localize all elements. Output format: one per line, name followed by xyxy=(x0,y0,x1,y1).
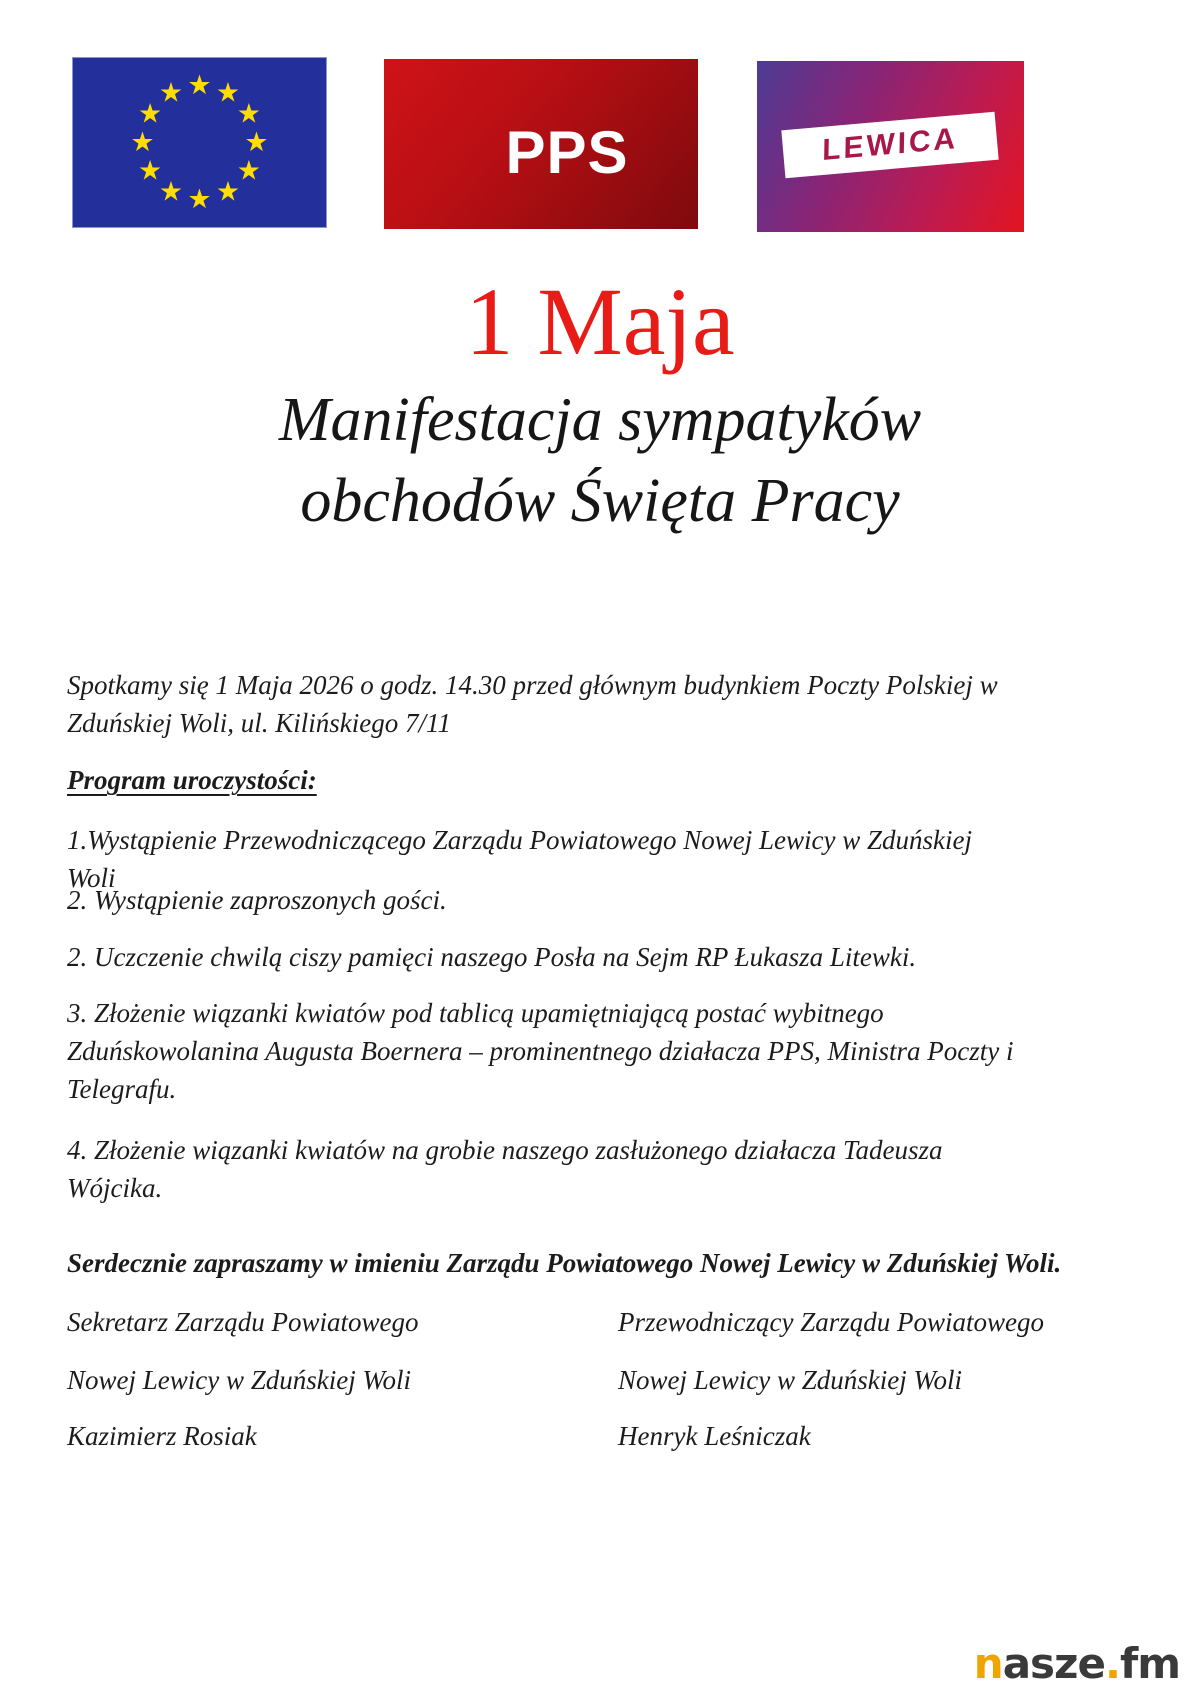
signature-row-names xyxy=(67,1417,1177,1455)
eu-star-icon: ★ xyxy=(244,126,269,158)
program-item: 2. Uczczenie chwilą ciszy pamięci naszego Posła na Sejm RP Łukasza Litewki. xyxy=(67,942,917,972)
watermark-dot: . xyxy=(1104,1639,1120,1688)
program-item: 2. Wystąpienie zaproszonych gości. xyxy=(67,885,447,915)
eu-star-icon: ★ xyxy=(215,175,241,207)
watermark-n: n xyxy=(973,1639,1003,1688)
lewica-logo-banner xyxy=(781,112,998,178)
subtitle-line-1: Manifestacja sympatyków xyxy=(278,386,922,454)
signature-right-role: Przewodniczący Zarządu Powiatowego xyxy=(618,1307,1044,1337)
eu-star-icon: ★ xyxy=(138,98,163,129)
intro-paragraph: Spotkamy się 1 Maja 2026 o godz. 14.30 przed głównym budynkiem Poczty Polskiej w Zduńskiej Woli, ul. Kilińskiego 7/11 xyxy=(67,670,998,738)
signature-left-role: Sekretarz Zarządu Powiatowego xyxy=(67,1307,419,1337)
watermark-asze: asze xyxy=(1002,1639,1105,1688)
eu-star-icon: ★ xyxy=(138,155,163,186)
program-item: 4. Złożenie wiązanki kwiatów na grobie naszego zasłużonego działacza Tadeusza Wójcika. xyxy=(67,1135,943,1203)
eu-star-icon: ★ xyxy=(215,77,241,109)
watermark-nasze-fm xyxy=(973,1639,1180,1688)
eu-star-icon: ★ xyxy=(236,155,261,186)
signature-left-name: Kazimierz Rosiak xyxy=(67,1421,257,1451)
eu-star-icon: ★ xyxy=(187,183,212,215)
pps-logo xyxy=(384,59,698,229)
program-item: 1.Wystąpienie Przewodniczącego Zarządu Powiatowego Nowej Lewicy w Zduńskiej Woli xyxy=(67,825,972,893)
signature-right-org: Nowej Lewicy w Zduńskiej Woli xyxy=(618,1365,962,1395)
subtitle-line-2: obchodów Święta Pracy xyxy=(300,467,900,535)
eu-star-icon: ★ xyxy=(130,126,155,158)
pps-logo-text: PPS xyxy=(505,118,629,186)
program-heading xyxy=(67,761,1027,799)
signature-row-orgs xyxy=(67,1361,1177,1399)
watermark-fm: fm xyxy=(1119,1639,1180,1688)
signature-right-name: Henryk Leśniczak xyxy=(618,1421,811,1451)
signature-left-org: Nowej Lewicy w Zduńskiej Woli xyxy=(67,1365,411,1395)
eu-star-icon: ★ xyxy=(236,98,261,129)
eu-flag-logo xyxy=(72,57,327,228)
eu-star-icon: ★ xyxy=(158,77,184,109)
eu-star-icon: ★ xyxy=(158,175,184,207)
lewica-logo-text: LEWICA xyxy=(821,121,959,168)
invitation-line: Serdecznie zapraszamy w imieniu Zarządu Powiatowego Nowej Lewicy w Zduńskiej Woli. xyxy=(67,1248,1062,1278)
program-heading-text: Program uroczystości: xyxy=(67,765,317,795)
program-item: 3. Złożenie wiązanki kwiatów pod tablicą upamiętniającą postać wybitnego Zduńskowolanina Augusta Boernera – prominentnego działacza PPS, Ministra Poczty i Telegrafu. xyxy=(67,998,1014,1104)
eu-star-icon: ★ xyxy=(187,69,212,101)
page-title: 1 Maja xyxy=(465,268,735,375)
lewica-logo xyxy=(757,61,1024,232)
subtitle xyxy=(0,380,1200,542)
signature-row-roles xyxy=(67,1303,1177,1341)
